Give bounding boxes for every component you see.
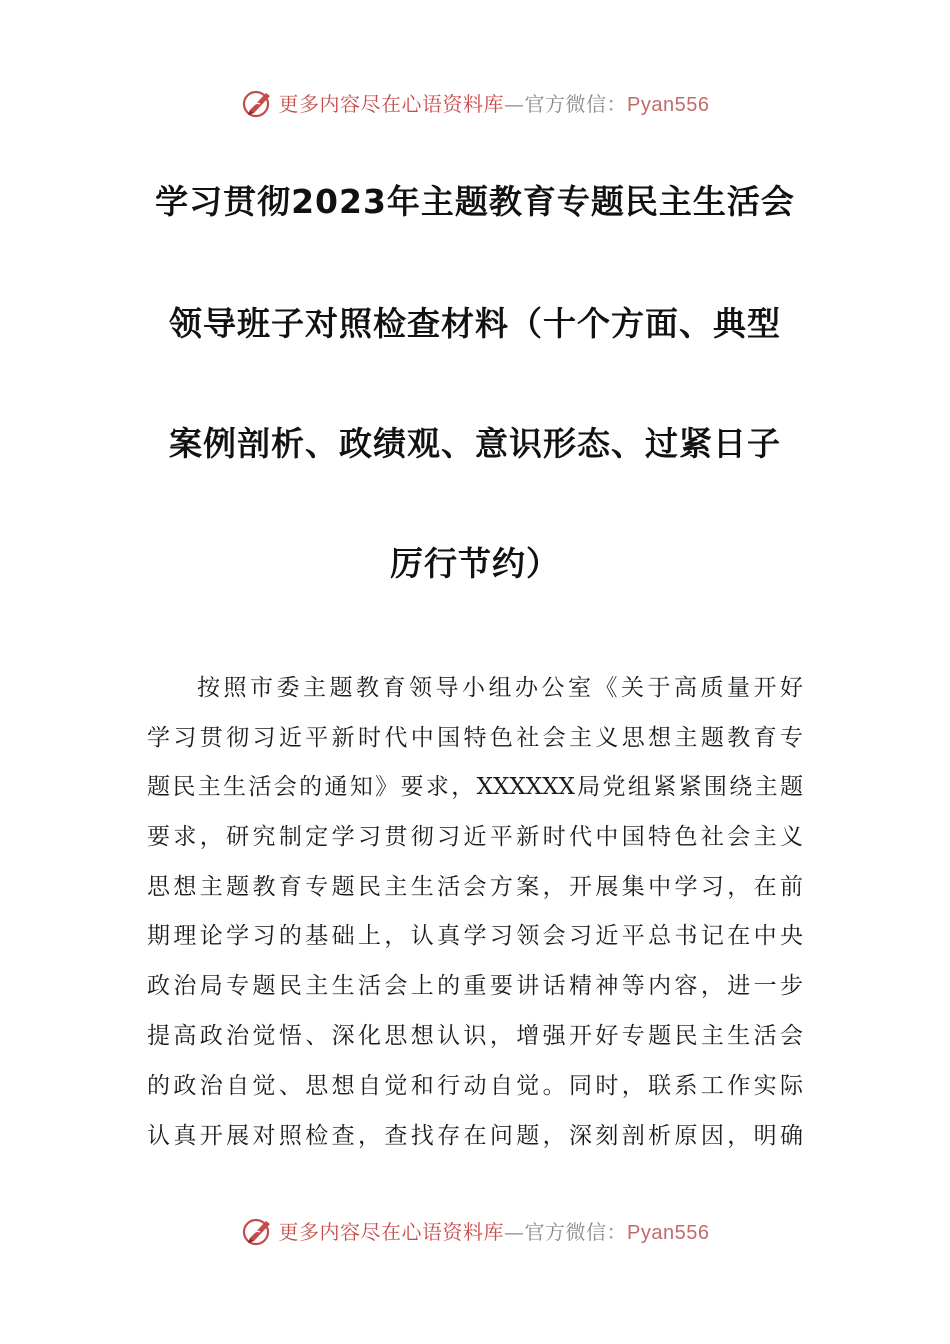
watermark-dash: — [504,1219,525,1244]
title-line-4: 厉行节约） [390,544,560,583]
pen-logo-icon [241,1213,275,1247]
watermark-official: 官方微信： [524,91,628,116]
watermark-brand: 更多内容尽在心语资料库 [278,91,505,116]
watermark-brand: 更多内容尽在心语资料库 [278,1219,505,1244]
body-line-1: 按照市委主题教育领导小组办公室《关于高质量开好 [197,675,803,701]
body-line-7: 政治局专题民主生活会上的重要讲话精神等内容，进一步 [147,973,803,999]
pen-logo-icon [241,85,275,119]
body-line-5: 思想主题教育专题民主生活会方案，开展集中学习，在前 [147,874,803,900]
title-line-1: 学习贯彻2023年主题教育专题民主生活会 [155,182,795,221]
watermark-wechat-id: Pyan556 [627,1221,710,1244]
body-line-10: 认真开展对照检查，查找存在问题，深刻剖析原因，明确 [147,1123,803,1149]
body-line-4: 要求，研究制定学习贯彻习近平新时代中国特色社会主义 [147,824,803,850]
body-line-2: 学习贯彻习近平新时代中国特色社会主义思想主题教育专 [147,725,803,751]
watermark-wechat-id: Pyan556 [627,93,710,116]
body-line-9: 的政治自觉、思想自觉和行动自觉。同时，联系工作实际 [147,1073,803,1099]
footer-watermark [0,1210,950,1250]
title-line-2: 领导班子对照检查材料（十个方面、典型 [169,304,781,343]
body-line-3: 题民主生活会的通知》要求，XXXXXX局党组紧紧围绕主题 [147,774,803,800]
watermark-text [279,88,710,117]
header-watermark [0,82,950,122]
title-line-3: 案例剖析、政绩观、意识形态、过紧日子 [169,424,781,463]
watermark-dash: — [504,91,525,116]
body-line-8: 提高政治觉悟、深化思想认识，增强开好专题民主生活会 [147,1023,803,1049]
body-line-6: 期理论学习的基础上，认真学习领会习近平总书记在中央 [147,923,803,949]
watermark-official: 官方微信： [524,1219,628,1244]
watermark-text [279,1216,710,1245]
